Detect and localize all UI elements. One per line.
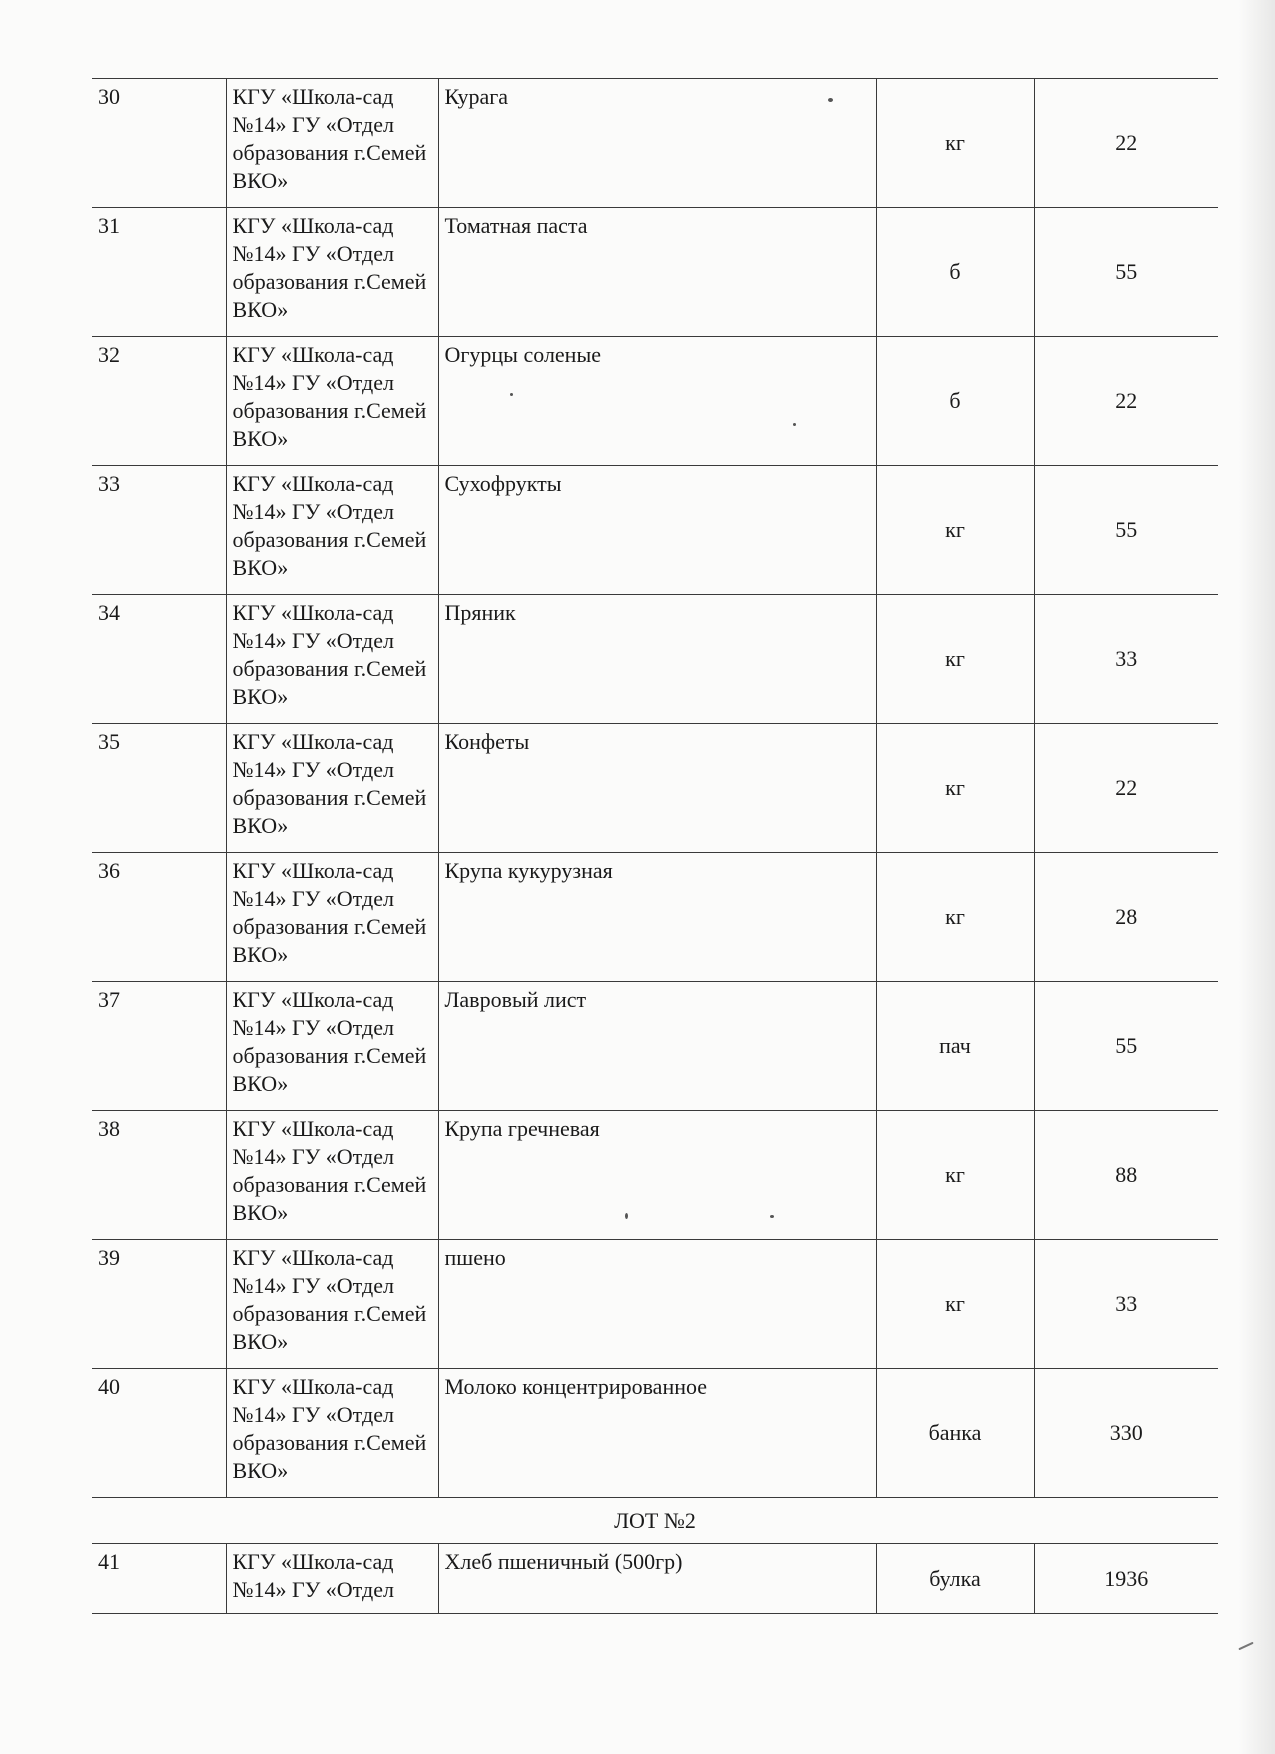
unit-cell: кг <box>876 79 1034 208</box>
lot-label: ЛОТ №2 <box>92 1498 1218 1544</box>
product-cell: Курага <box>438 79 876 208</box>
table-row <box>92 853 1218 982</box>
product-cell: Огурцы соленые <box>438 337 876 466</box>
organization-cell: КГУ «Школа-сад №14» ГУ «Отдел образования г.Семей ВКО» <box>226 853 438 982</box>
table-row <box>92 1111 1218 1240</box>
organization-cell: КГУ «Школа-сад №14» ГУ «Отдел образования г.Семей ВКО» <box>226 208 438 337</box>
organization-cell: КГУ «Школа-сад №14» ГУ «Отдел образования г.Семей ВКО» <box>226 595 438 724</box>
row-number: 37 <box>92 982 226 1111</box>
quantity-cell: 330 <box>1034 1369 1218 1498</box>
unit-cell: б <box>876 208 1034 337</box>
quantity-cell: 22 <box>1034 337 1218 466</box>
product-cell: Конфеты <box>438 724 876 853</box>
quantity-cell: 28 <box>1034 853 1218 982</box>
product-cell: пшено <box>438 1240 876 1369</box>
lot-header-row <box>92 1498 1218 1544</box>
scan-speck <box>828 98 833 102</box>
scan-speck <box>793 423 796 426</box>
quantity-cell: 55 <box>1034 982 1218 1111</box>
quantity-cell: 55 <box>1034 466 1218 595</box>
table-row <box>92 1240 1218 1369</box>
row-number: 34 <box>92 595 226 724</box>
quantity-cell: 88 <box>1034 1111 1218 1240</box>
unit-cell: кг <box>876 1111 1034 1240</box>
product-cell: Томатная паста <box>438 208 876 337</box>
table-row <box>92 724 1218 853</box>
organization-cell: КГУ «Школа-сад №14» ГУ «Отдел образования г.Семей ВКО» <box>226 1240 438 1369</box>
scan-speck <box>510 393 513 396</box>
organization-cell: КГУ «Школа-сад №14» ГУ «Отдел образования г.Семей ВКО» <box>226 79 438 208</box>
unit-cell: кг <box>876 724 1034 853</box>
organization-cell: КГУ «Школа-сад №14» ГУ «Отдел образования г.Семей ВКО» <box>226 337 438 466</box>
organization-cell: КГУ «Школа-сад №14» ГУ «Отдел образования г.Семей ВКО» <box>226 1369 438 1498</box>
row-number: 39 <box>92 1240 226 1369</box>
table-row <box>92 982 1218 1111</box>
row-number: 41 <box>92 1544 226 1614</box>
procurement-table <box>92 78 1218 1614</box>
product-cell: Крупа кукурузная <box>438 853 876 982</box>
table-row <box>92 466 1218 595</box>
scan-speck <box>770 1215 774 1218</box>
table-row <box>92 1544 1218 1614</box>
row-number: 31 <box>92 208 226 337</box>
unit-cell: булка <box>876 1544 1034 1614</box>
row-number: 40 <box>92 1369 226 1498</box>
row-number: 35 <box>92 724 226 853</box>
unit-cell: кг <box>876 853 1034 982</box>
quantity-cell: 33 <box>1034 1240 1218 1369</box>
product-cell: Молоко концентрированное <box>438 1369 876 1498</box>
row-number: 32 <box>92 337 226 466</box>
table-row <box>92 337 1218 466</box>
quantity-cell: 55 <box>1034 208 1218 337</box>
quantity-cell: 33 <box>1034 595 1218 724</box>
row-number: 33 <box>92 466 226 595</box>
product-cell: Хлеб пшеничный (500гр) <box>438 1544 876 1614</box>
product-cell: Лавровый лист <box>438 982 876 1111</box>
table-row <box>92 208 1218 337</box>
product-cell: Сухофрукты <box>438 466 876 595</box>
organization-cell: КГУ «Школа-сад №14» ГУ «Отдел образования г.Семей ВКО» <box>226 466 438 595</box>
organization-cell: КГУ «Школа-сад №14» ГУ «Отдел <box>226 1544 438 1614</box>
product-cell: Пряник <box>438 595 876 724</box>
organization-cell: КГУ «Школа-сад №14» ГУ «Отдел образования г.Семей ВКО» <box>226 724 438 853</box>
unit-cell: банка <box>876 1369 1034 1498</box>
unit-cell: пач <box>876 982 1034 1111</box>
product-cell: Крупа гречневая <box>438 1111 876 1240</box>
organization-cell: КГУ «Школа-сад №14» ГУ «Отдел образования г.Семей ВКО» <box>226 1111 438 1240</box>
scan-speck <box>625 1213 628 1219</box>
quantity-cell: 22 <box>1034 724 1218 853</box>
unit-cell: кг <box>876 1240 1034 1369</box>
unit-cell: кг <box>876 595 1034 724</box>
table-row <box>92 1369 1218 1498</box>
unit-cell: б <box>876 337 1034 466</box>
quantity-cell: 22 <box>1034 79 1218 208</box>
scan-edge-shadow <box>1239 0 1275 1754</box>
organization-cell: КГУ «Школа-сад №14» ГУ «Отдел образования г.Семей ВКО» <box>226 982 438 1111</box>
row-number: 30 <box>92 79 226 208</box>
table-row <box>92 79 1218 208</box>
quantity-cell: 1936 <box>1034 1544 1218 1614</box>
unit-cell: кг <box>876 466 1034 595</box>
row-number: 38 <box>92 1111 226 1240</box>
row-number: 36 <box>92 853 226 982</box>
table-row <box>92 595 1218 724</box>
